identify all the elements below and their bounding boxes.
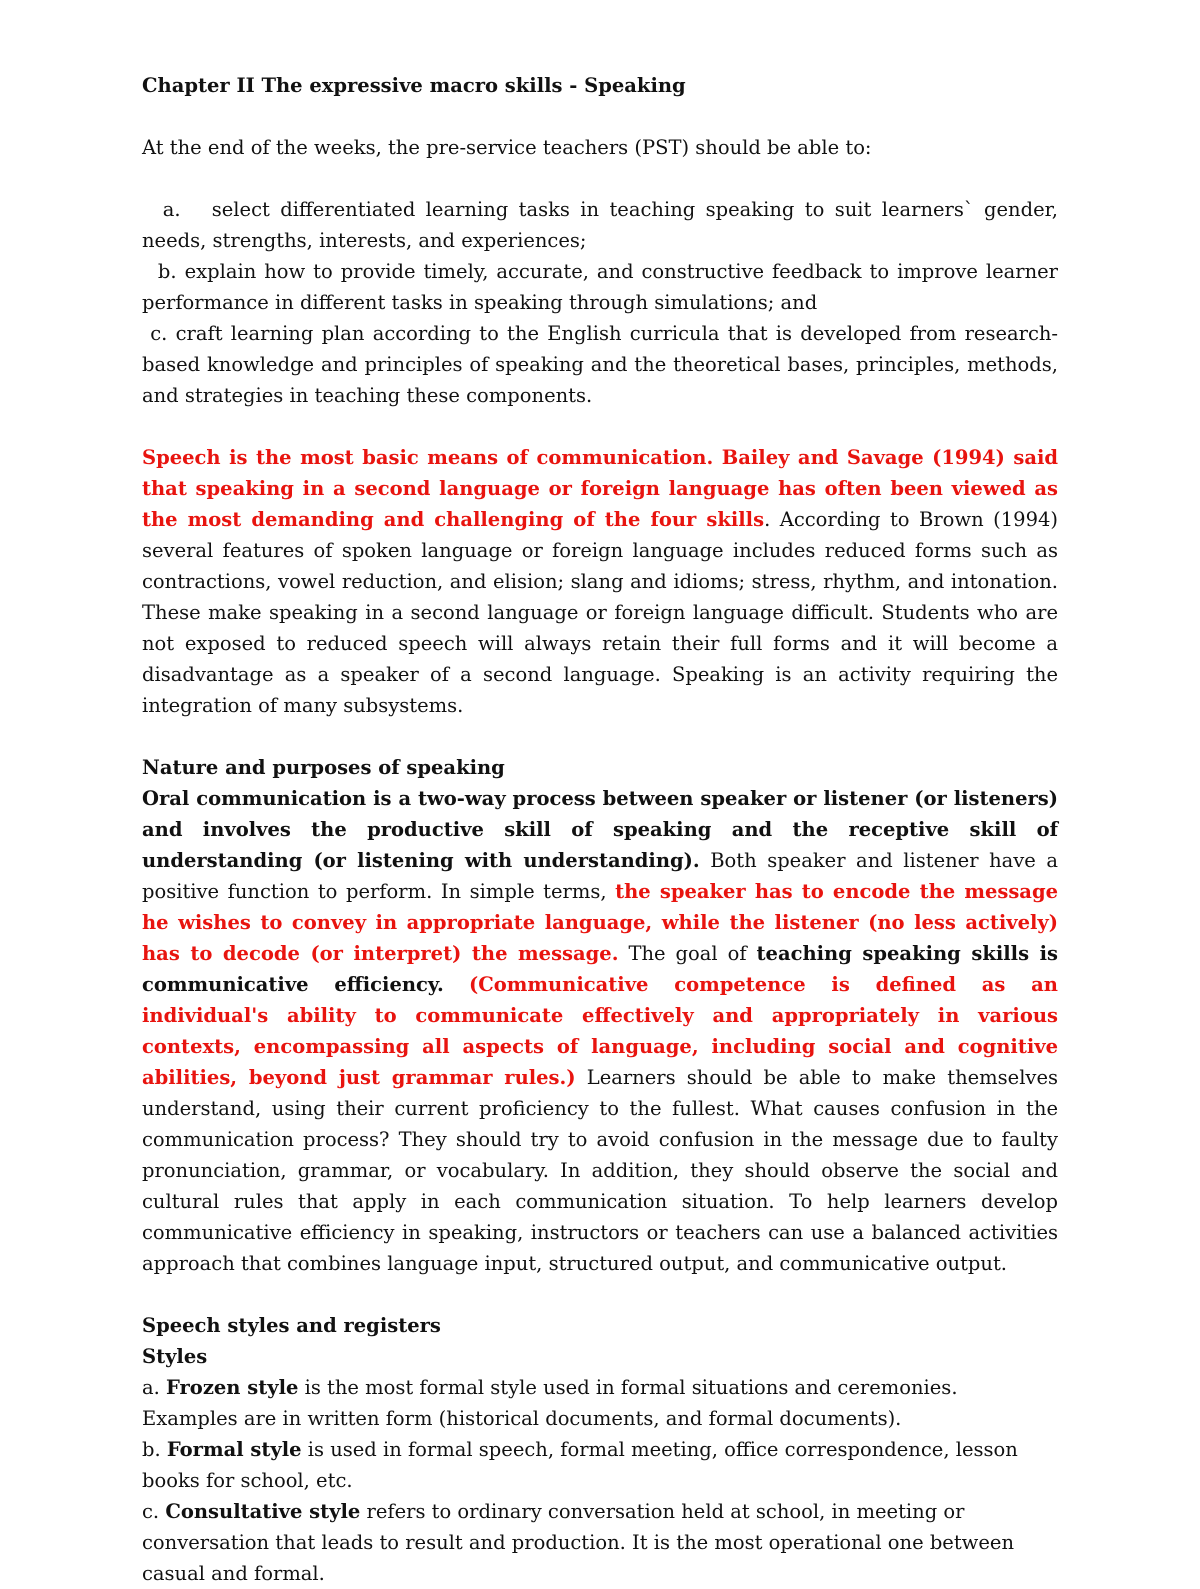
style-description: Examples are in written form (historical documents, and formal documents). <box>142 1407 902 1430</box>
body-text: The goal of <box>618 942 757 965</box>
body-text: Learners should be able to make themselves understand, using their current proficiency to the fullest. What causes confusion in the communication process? They should try to avoid confusion in the message due to faulty pronunciation, grammar, or vocabulary. In addition, they should observe the social and cultural rules that apply in each communication situation. To help learners develop communicative efficiency in speaking, instructors or teachers can use a balanced activities approach that combines language input, structured output, and communicative output. <box>142 1066 1059 1275</box>
objective-text: explain how to provide timely, accurate, and constructive feedback to improve learner performance in different tasks in speaking through simulations; and <box>142 260 1058 314</box>
objective-text: craft learning plan according to the English curricula that is developed from research-based knowledge and principles of speaking and the theoretical bases, principles, methods, and strategies in teaching these components. <box>142 322 1059 407</box>
item-marker: c. <box>142 1500 166 1523</box>
chapter-title: Chapter II The expressive macro skills - Speaking <box>142 74 686 97</box>
objective-text: select differentiated learning tasks in teaching speaking to suit learners` gender, needs, strengths, interests, and experiences; <box>142 198 1058 252</box>
nature-paragraph <box>142 783 1058 1279</box>
style-term: Consultative style <box>165 1500 361 1523</box>
highlighted-text: the speaker has to encode the message he wishes to convey in appropriate language, while the listener (no less actively) has to decode (or interpret) the message. <box>142 880 1058 965</box>
style-term: Formal style <box>166 1438 302 1461</box>
intro-paragraph <box>142 442 1058 721</box>
style-item <box>142 1496 1058 1589</box>
objective-marker: a. <box>162 198 181 221</box>
body-text: Both speaker and listener have a positive function to perform. In simple terms, <box>142 849 1058 903</box>
objective-a <box>142 194 1058 256</box>
section-heading-styles-registers: Speech styles and registers <box>142 1314 441 1337</box>
bold-text: teaching speaking skills is communicative efficiency. <box>142 942 1058 996</box>
body-text <box>444 973 469 996</box>
objectives-intro: At the end of the weeks, the pre-service teachers (PST) should be able to: <box>142 136 872 159</box>
style-term: Frozen style <box>166 1376 299 1399</box>
style-item <box>142 1434 1058 1496</box>
highlighted-text: (Communicative competence is defined as an individual's ability to communicate effectively and appropriately in various contexts, encompassing all aspects of language, including social and cognitive abilities, beyond just grammar rules.) <box>142 973 1058 1089</box>
item-marker: b. <box>142 1438 167 1461</box>
style-item <box>142 1403 1058 1434</box>
objective-c <box>142 318 1058 411</box>
objective-b <box>142 256 1058 318</box>
objective-marker: c. <box>150 322 168 345</box>
style-item <box>142 1372 1058 1403</box>
section-heading-nature: Nature and purposes of speaking <box>142 756 505 779</box>
style-description: is the most formal style used in formal situations and ceremonies. <box>298 1376 958 1399</box>
style-description: is used in formal speech, formal meeting, office correspondence, lesson books for school, etc. <box>142 1438 1018 1492</box>
item-marker: a. <box>142 1376 167 1399</box>
document-page <box>142 70 1058 1589</box>
objective-marker: b. <box>157 260 177 283</box>
body-text: . According to Brown (1994) several features of spoken language or foreign language includes reduced forms such as contractions, vowel reduction, and elision; slang and idioms; stress, rhythm, and intonation. These make speaking in a second language or foreign language difficult. Students who are not exposed to reduced speech will always retain their full forms and it will become a disadvantage as a speaker of a second language. Speaking is an activity requiring the integration of many subsystems. <box>142 508 1058 717</box>
subheading-styles: Styles <box>142 1345 208 1368</box>
style-description: refers to ordinary conversation held at school, in meeting or conversation that leads to result and production. It is the most operational one between casual and formal. <box>142 1500 1015 1585</box>
bold-text: Oral communication is a two-way process between speaker or listener (or listeners) and involves the productive skill of speaking and the receptive skill of understanding (or listening with understanding). <box>142 787 1058 872</box>
highlighted-text: Speech is the most basic means of communication. Bailey and Savage (1994) said that speaking in a second language or foreign language has often been viewed as the most demanding and challenging of the four skills <box>142 446 1058 531</box>
